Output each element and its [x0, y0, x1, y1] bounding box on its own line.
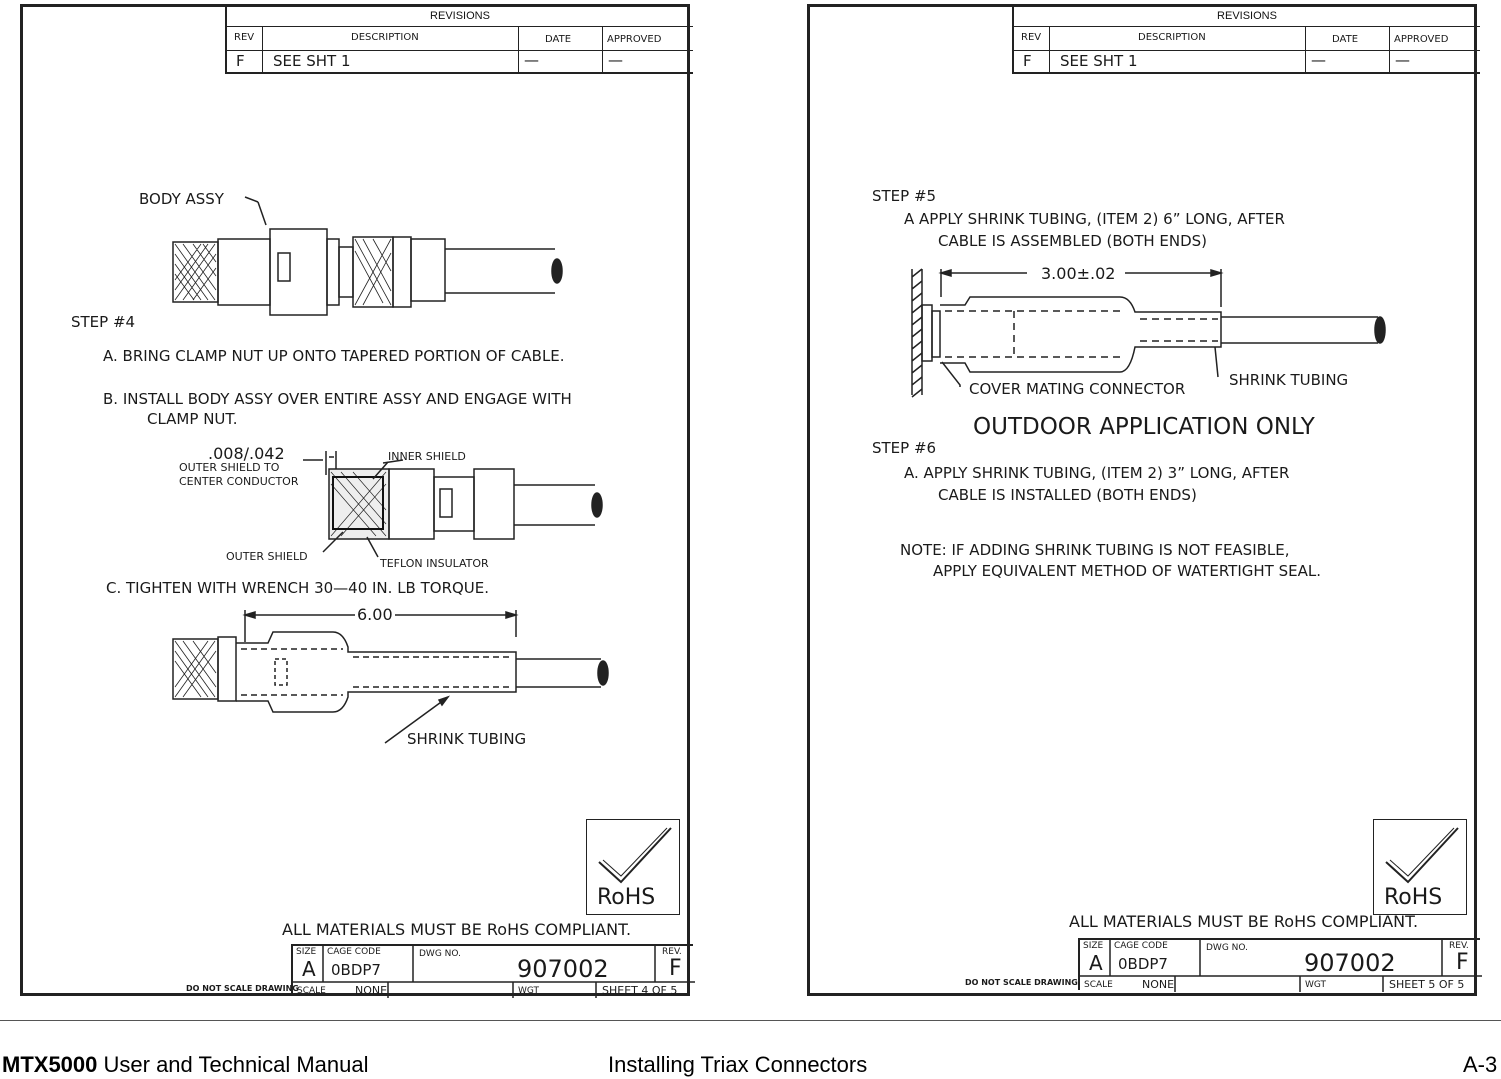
rohs-statement: ALL MATERIALS MUST BE RoHS COMPLIANT. — [1069, 912, 1419, 931]
label-shrink-tubing: SHRINK TUBING — [407, 730, 527, 748]
dwg-label: DWG NO. — [419, 949, 461, 959]
step-6-a-line2: CABLE IS INSTALLED (BOTH ENDS) — [938, 486, 1197, 504]
drawing-sheet-5 — [807, 4, 1477, 996]
col-rev: REV — [1021, 32, 1042, 43]
rev-approved: — — [608, 51, 623, 69]
step-4-b-line1: B. INSTALL BODY ASSY OVER ENTIRE ASSY AND ENGAGE WITH — [103, 390, 572, 408]
size-value: A — [302, 957, 316, 981]
dwg-label: DWG NO. — [1206, 943, 1248, 953]
cage-label: CAGE CODE — [1114, 941, 1168, 951]
drawing-sheet-4 — [20, 4, 690, 996]
size-value: A — [1089, 951, 1103, 975]
scale-value: NONE — [1142, 978, 1175, 991]
footer-page-number: A-3 — [1463, 1052, 1498, 1077]
outdoor-application-heading: OUTDOOR APPLICATION ONLY — [973, 414, 1315, 440]
rohs-logo-text: RoHS — [597, 885, 656, 910]
do-not-scale-note: DO NOT SCALE DRAWING — [186, 984, 299, 993]
rev-approved: — — [1395, 51, 1410, 69]
label-teflon-insulator: TEFLON INSULATOR — [380, 557, 489, 570]
sheet-number: SHEET 5 OF 5 — [1389, 978, 1465, 991]
revisions-title: REVISIONS — [1014, 4, 1480, 27]
cage-label: CAGE CODE — [327, 947, 381, 957]
scale-label: SCALE — [1084, 980, 1113, 990]
note-line1: NOTE: IF ADDING SHRINK TUBING IS NOT FEASIBLE, — [900, 541, 1290, 559]
rev-value: F — [669, 956, 682, 981]
rev-value: F — [1023, 52, 1032, 70]
dim-length: 3.00±.02 — [1041, 264, 1116, 283]
rev-value: F — [1456, 950, 1469, 975]
footer-manual: User and Technical Manual — [97, 1052, 369, 1077]
size-label: SIZE — [296, 947, 317, 957]
col-rev: REV — [234, 32, 255, 43]
footer-manual-title — [2, 1052, 368, 1078]
step-4-a: A. BRING CLAMP NUT UP ONTO TAPERED PORTION OF CABLE. — [103, 347, 565, 365]
step-4-b-line2: CLAMP NUT. — [147, 410, 238, 428]
label-inner-shield: INNER SHIELD — [388, 450, 466, 463]
label-cover-mating-connector: COVER MATING CONNECTOR — [969, 380, 1186, 398]
rohs-logo — [586, 819, 680, 915]
rev-date: — — [524, 51, 539, 69]
do-not-scale-note: DO NOT SCALE DRAWING — [965, 978, 1078, 987]
title-block — [1078, 938, 1480, 990]
col-approved: APPROVED — [607, 34, 662, 45]
label-outer-shield-to: OUTER SHIELD TO — [179, 461, 280, 474]
col-description: DESCRIPTION — [1138, 32, 1206, 43]
revisions-title: REVISIONS — [227, 4, 693, 27]
size-label: SIZE — [1083, 941, 1104, 951]
wgt-label: WGT — [1305, 980, 1327, 990]
col-description: DESCRIPTION — [351, 32, 419, 43]
dwg-value: 907002 — [517, 955, 609, 983]
rev-date: — — [1311, 51, 1326, 69]
step-5-heading: STEP #5 — [872, 187, 937, 205]
step-5-a-line2: CABLE IS ASSEMBLED (BOTH ENDS) — [938, 232, 1208, 250]
wgt-label: WGT — [518, 986, 540, 996]
rohs-logo-text: RoHS — [1384, 885, 1443, 910]
title-block — [291, 944, 693, 996]
footer-section: Installing Triax Connectors — [608, 1052, 868, 1077]
footer-product: MTX5000 — [2, 1052, 98, 1077]
step-5-a-line1: A APPLY SHRINK TUBING, (ITEM 2) 6” LONG, AFTER — [904, 210, 1285, 228]
step-6-a-line1: A. APPLY SHRINK TUBING, (ITEM 2) 3” LONG, AFTER — [904, 464, 1290, 482]
label-body-assy: BODY ASSY — [139, 190, 224, 208]
rev-value: F — [236, 52, 245, 70]
rev-label: REV. — [662, 947, 682, 957]
dim-gap: .008/.042 — [208, 444, 285, 463]
note-line2: APPLY EQUIVALENT METHOD OF WATERTIGHT SEAL. — [933, 562, 1321, 580]
scale-label: SCALE — [297, 986, 326, 996]
sheet-number: SHEET 4 OF 5 — [602, 984, 678, 997]
col-date: DATE — [545, 34, 572, 45]
cage-value: 0BDP7 — [1118, 955, 1168, 973]
col-date: DATE — [1332, 34, 1359, 45]
footer-divider — [0, 1020, 1501, 1021]
col-approved: APPROVED — [1394, 34, 1449, 45]
label-shrink-tubing: SHRINK TUBING — [1229, 371, 1349, 389]
step-6-heading: STEP #6 — [872, 439, 937, 457]
label-center-conductor: CENTER CONDUCTOR — [179, 475, 299, 488]
step-4-c: C. TIGHTEN WITH WRENCH 30—40 IN. LB TORQUE. — [106, 579, 490, 597]
rohs-statement: ALL MATERIALS MUST BE RoHS COMPLIANT. — [282, 920, 632, 939]
step-4-heading: STEP #4 — [71, 313, 136, 331]
rev-description: SEE SHT 1 — [1060, 52, 1138, 70]
label-outer-shield: OUTER SHIELD — [226, 550, 308, 563]
rev-description: SEE SHT 1 — [273, 52, 351, 70]
cage-value: 0BDP7 — [331, 961, 381, 979]
scale-value: NONE — [355, 984, 388, 997]
rohs-logo — [1373, 819, 1467, 915]
dim-length: 6.00 — [357, 605, 393, 624]
dwg-value: 907002 — [1304, 949, 1396, 977]
rev-label: REV. — [1449, 941, 1469, 951]
